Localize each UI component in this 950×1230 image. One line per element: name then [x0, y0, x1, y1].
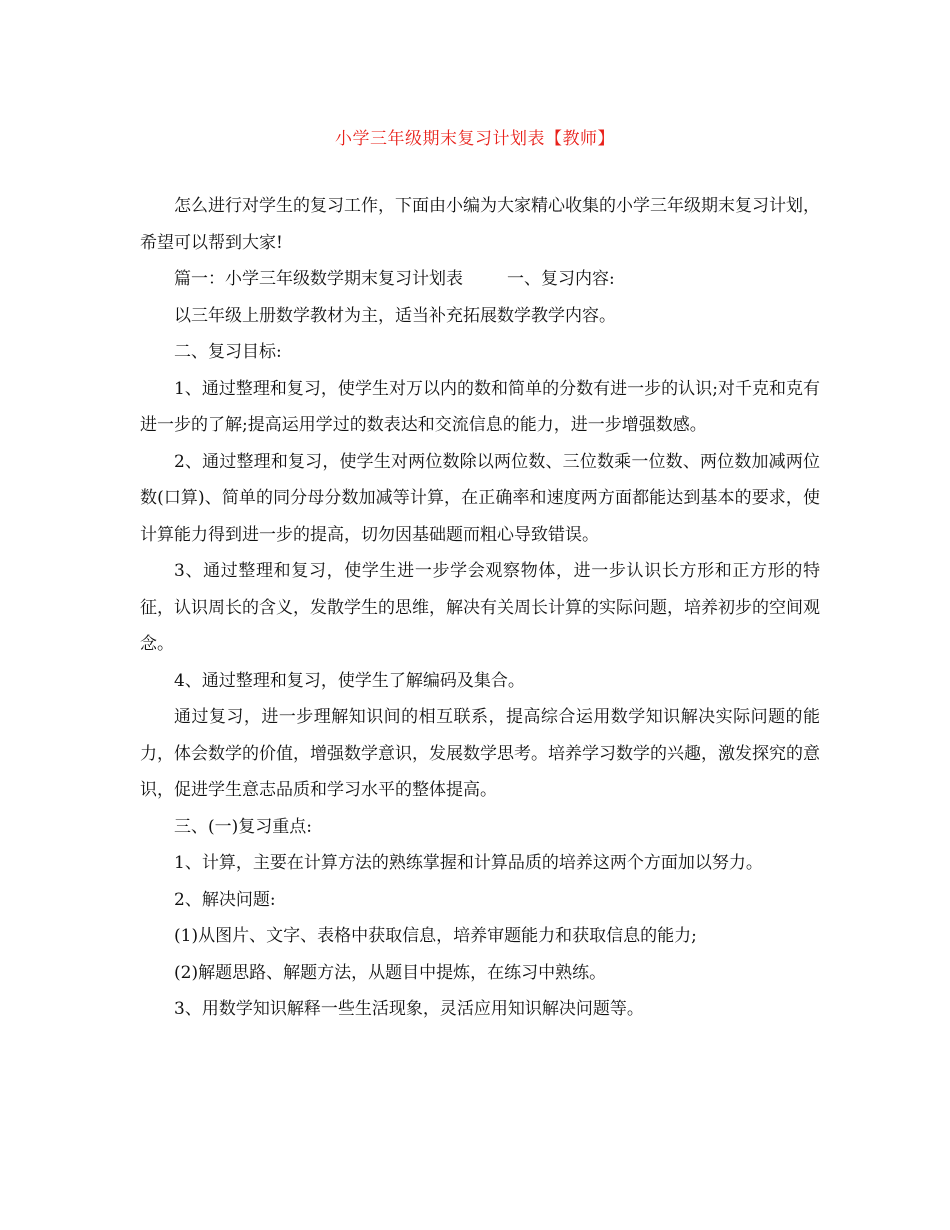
paragraph-focus-1: 1、计算，主要在计算方法的熟练掌握和计算品质的培养这两个方面加以努力。 [174, 853, 763, 873]
paragraph-content: 以三年级上册数学教材为主，适当补充拓展数学教学内容。 [174, 305, 616, 326]
paragraph-goal-2: 2、通过整理和复习，使学生对两位数除以两位数、三位数乘一位数、两位数加减两位数(口算)、简单的同分母分数加减等计算，在正确率和速度两方面都能达到基本的要求，使计算能力得到进一步的提高，切勿因基础题而粗心导致错误。 [140, 451, 820, 545]
section-title: 篇一：小学三年级数学期末复习计划表 [174, 269, 463, 289]
paragraph-goal-1: 1、通过整理和复习，使学生对万以内的数和简单的分数有进一步的认识;对千克和克有进一步的了解;提高运用学过的数表达和交流信息的能力，进一步增强数感。 [140, 378, 820, 435]
paragraph-focus-2-2: (2)解题思路、解题方法，从题目中提炼，在练习中熟练。 [174, 962, 607, 983]
paragraph-summary: 通过复习，进一步理解知识间的相互联系，提高综合运用数学知识解决实际问题的能力，体会数学的价值，增强数学意识，发展数学思考。培养学习数学的兴趣，激发探究的意识，促进学生意志品质和学习水平的整体提高。 [140, 707, 820, 800]
paragraph-focus-3: 3、用数学知识解释一些生活现象，灵活应用知识解决问题等。 [174, 999, 644, 1019]
paragraph-goal-4: 4、通过整理和复习，使学生了解编码及集合。 [174, 670, 525, 691]
section-subheading: 一、复习内容: [507, 269, 615, 289]
document-title: 小学三年级期末复习计划表【教师】 [335, 129, 615, 149]
paragraph-focus-2: 2、解决问题: [174, 889, 276, 910]
heading-focus: 三、(一)复习重点: [174, 816, 312, 837]
paragraph-goal-3: 3、通过整理和复习，使学生进一步学会观察物体，进一步认识长方形和正方形的特征，认识周长的含义，发散学生的思维，解决有关周长计算的实际问题，培养初步的空间观念。 [140, 561, 820, 654]
paragraph-focus-2-1: (1)从图片、文字、表格中获取信息，培养审题能力和获取信息的能力; [174, 926, 697, 946]
document-body [140, 188, 820, 1028]
heading-goals: 二、复习目标: [174, 342, 282, 362]
paragraph-intro: 怎么进行对学生的复习工作，下面由小编为大家精心收集的小学三年级期末复习计划，希望可以帮到大家! [140, 196, 820, 253]
section-heading [140, 261, 820, 298]
